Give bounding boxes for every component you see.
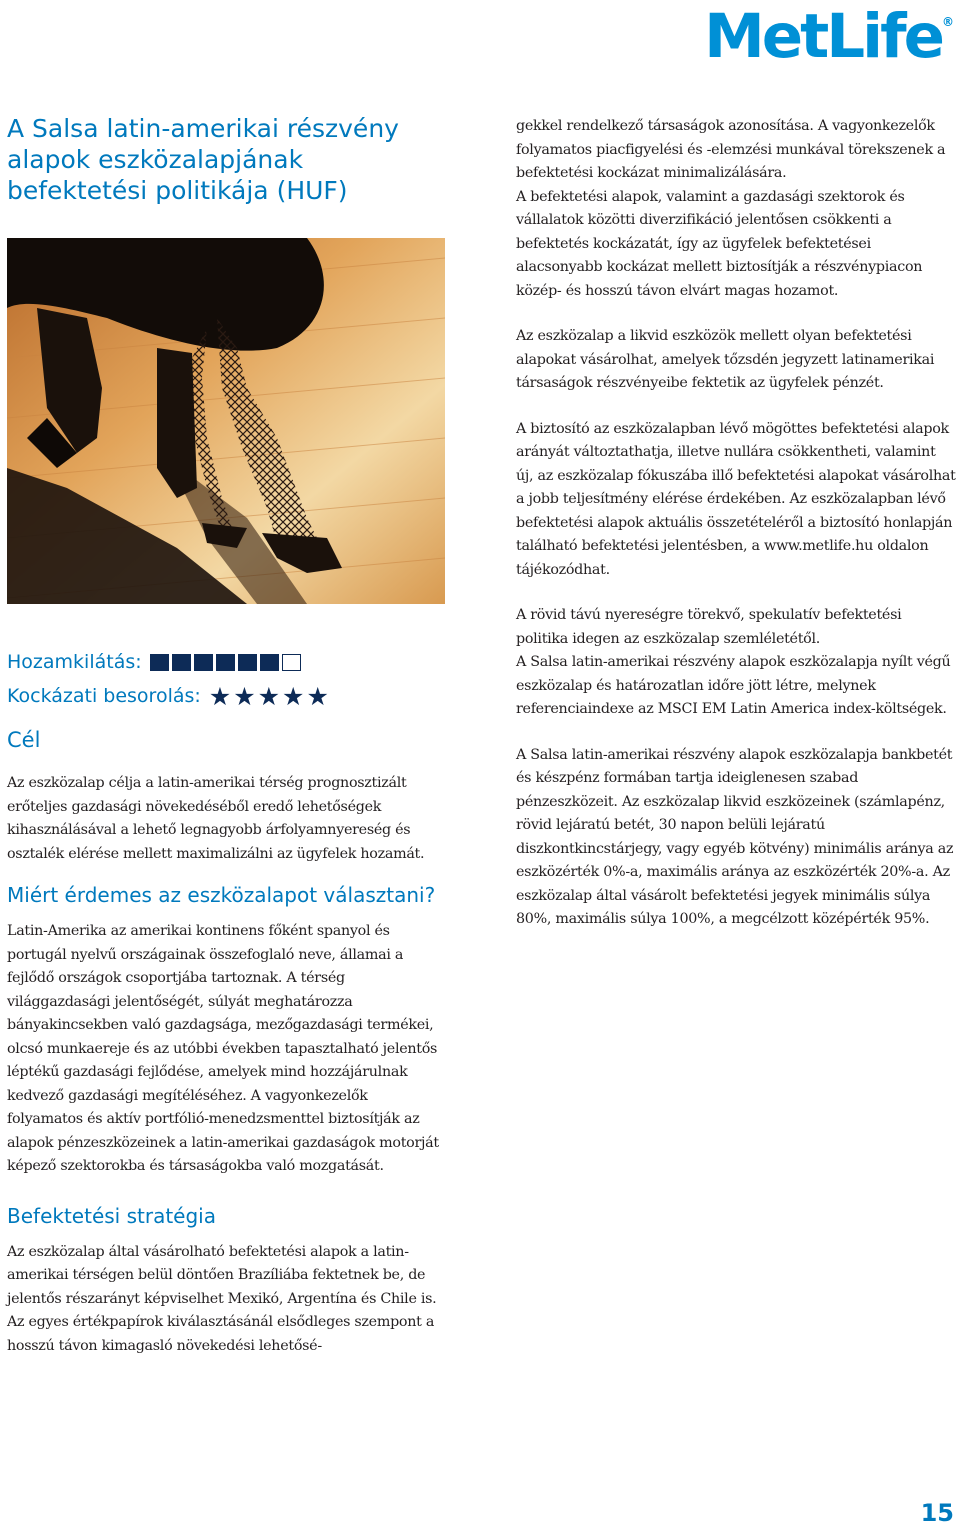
hozam-box-filled bbox=[172, 654, 191, 671]
right-paragraph-7: A Salsa latin-amerikai részvény alapok eszközalapja bankbetét és készpénz formában tartja ideiglenesen szabad pénzeszközeit. Az eszközalap likvid eszközeinek (számlapénz, rövid lejáratú betét, 30 napon belüli lejáratú diszkontkincstárjegy, vagy egyéb kötvény) minimális aránya az eszközérték 0%-a, maximális aránya az eszközérték 20%-a. Az eszközalap által vásárolt befektetési jegyek minimális súlya 80%, maximális súlya 100%, a megcélzott középérték 95%. bbox=[516, 746, 954, 927]
kockazat-stars-icon: ★★★★★ bbox=[208, 681, 331, 711]
cel-text: Az eszközalap célja a latin-amerikai térség prognosztizált erőteljes gazdasági növekedéséből eredő lehetőségek kihasználásával a lehető legnagyobb árfolyamnyereség és osztalék elérése mellett maximalizálni az ügyfelek hozamát. bbox=[7, 775, 425, 862]
hozam-box-filled bbox=[194, 654, 213, 671]
cel-heading: Cél bbox=[7, 728, 41, 752]
miert-heading: Miért érdemes az eszközalapot választani? bbox=[7, 883, 436, 907]
left-column bbox=[7, 720, 447, 1358]
strategia-text-2: Az egyes értékpapírok kiválasztásánál elsődleges szempont a hosszú távon kimagasló növekedési lehetősé- bbox=[7, 1314, 435, 1354]
right-paragraph-2: A befektetési alapok, valamint a gazdasági szektorok és vállalatok közötti diverzifikáció jelentősen csökkenti a befektetés kockázatát, így az ügyfelek befektetései alacsonyabb kockázat mellett biztosítják a részvénypiacon közép- és hosszú távon elvárt magas hozamot. bbox=[516, 188, 923, 299]
rating-block bbox=[7, 645, 331, 713]
kockazat-label: Kockázati besorolás: bbox=[7, 685, 201, 707]
right-paragraph-4: A biztosító az eszközalapban lévő mögöttes befektetési alapok arányát változtathatja, illetve nullára csökkentheti, valamint új, az eszközalap fókuszába illő befektetési alapokat vásárolhat a jobb teljesítmény elérése érdekében. Az eszközalapban lévő befektetési alapok aktuális összetételéről a biztosító honlapján található befektetési jelentésben, a www.metlife.hu oldalon tájékozódhat. bbox=[516, 420, 956, 578]
hozam-box-empty bbox=[282, 654, 301, 671]
metlife-logo: MetLife® bbox=[704, 1, 954, 72]
right-paragraph-1: gekkel rendelkező társaságok azonosítása. A vagyonkezelők folyamatos piacfigyelési és -elemzési munkával törekszenek a befektetési kockázat minimalizálására. bbox=[516, 118, 946, 181]
hozam-row bbox=[7, 645, 331, 679]
page-title: A Salsa latin-amerikai részvény alapok eszközalapjának befektetési politikája (HUF) bbox=[7, 114, 399, 205]
hozam-box-filled bbox=[260, 654, 279, 671]
salsa-dancers-photo bbox=[7, 238, 445, 604]
right-paragraph-6: A Salsa latin-amerikai részvény alapok eszközalapja nyílt végű eszközalap és határozatlan időre jött létre, melynek referenciaindexe az MSCI EM Latin America index-költségek. bbox=[516, 654, 951, 717]
hozam-scale bbox=[150, 654, 301, 671]
hozam-box-filled bbox=[216, 654, 235, 671]
kockazat-row bbox=[7, 679, 331, 713]
hozam-box-filled bbox=[238, 654, 257, 671]
page-number: 15 bbox=[920, 1499, 954, 1527]
right-paragraph-3: Az eszközalap a likvid eszközök mellett olyan befektetési alapokat vásárolhat, amelyek tőzsdén jegyzett latinamerikai társaságok részvényeibe fektetik az ügyfelek pénzét. bbox=[516, 328, 935, 391]
hozam-box-filled bbox=[150, 654, 169, 671]
strategia-heading: Befektetési stratégia bbox=[7, 1203, 216, 1228]
right-paragraph-5: A rövid távú nyereségre törekvő, spekulatív befektetési politika idegen az eszközalap szemléletétől. bbox=[516, 607, 902, 647]
right-column bbox=[516, 115, 956, 932]
miert-text: Latin-Amerika az amerikai kontinens főként spanyol és portugál nyelvű országainak összefoglaló neve, államai a fejlődő országok csoportjába tartoznak. A térség világgazdasági jelentőségét, súlyát meghatározza bányakincsekben való gazdagsága, mezőgazdasági termékei, olcsó munkaereje és az utóbbi években tapasztalható jelentős léptékű gazdasági fejlődése, amelyek mind hozzájárulnak kedvező gazdasági megítéléséhez. A vagyonkezelők folyamatos és aktív portfólió-menedzsmenttel biztosítják az alapok pénzeszközeinek a latin-amerikai gazdaságok motorját képező szektorokba és társaságokba való mozgatását. bbox=[7, 923, 439, 1174]
dancers-image-icon bbox=[7, 238, 445, 604]
strategia-text-1: Az eszközalap által vásárolható befektetési alapok a latin-amerikai térségen belül döntően Brazíliába fektetnek be, de jelentős részarányt képviselhet Mexikó, Argentína és Chile is. bbox=[7, 1243, 437, 1307]
hozam-label: Hozamkilátás: bbox=[7, 651, 142, 673]
